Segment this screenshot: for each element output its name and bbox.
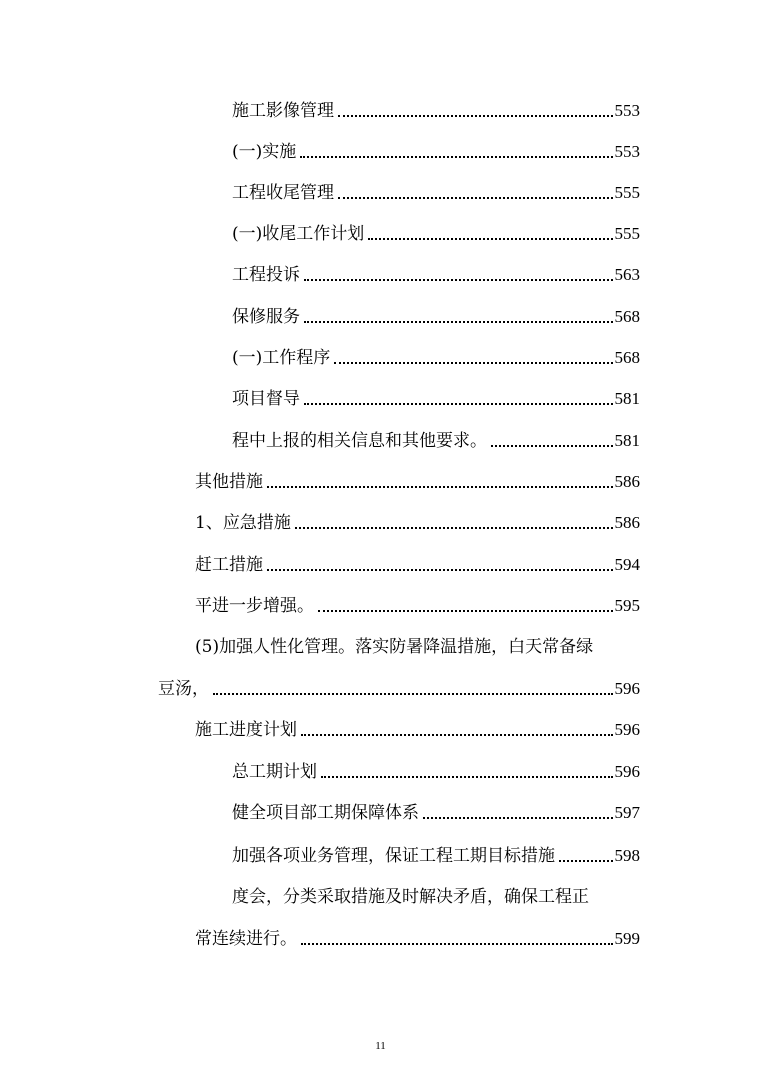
toc-entry-label: 项目督导 bbox=[232, 389, 300, 409]
dot-leader bbox=[300, 156, 612, 158]
toc-entry bbox=[232, 388, 640, 410]
toc-entry-page: 563 bbox=[614, 265, 640, 284]
toc-entry-label: 工程投诉 bbox=[232, 265, 300, 285]
page-number: 11 bbox=[375, 1040, 386, 1052]
toc-entry-label: (一)收尾工作计划 bbox=[232, 224, 365, 244]
toc-entry-wrapped-line: (5)加强人性化管理。落实防暑降温措施，白天常备绿 bbox=[195, 637, 594, 657]
toc-entry-page: 597 bbox=[614, 803, 640, 822]
toc-entry-page: 596 bbox=[614, 762, 640, 781]
toc-entry-page: 586 bbox=[614, 472, 640, 491]
toc-entry bbox=[232, 264, 640, 286]
toc-entry-wrapped-line: 度会，分类采取措施及时解决矛盾，确保工程正 bbox=[232, 887, 589, 907]
toc-entry-page: 596 bbox=[614, 679, 640, 698]
toc-entry bbox=[232, 100, 640, 122]
dot-leader bbox=[301, 734, 613, 736]
toc-entry bbox=[232, 182, 640, 204]
toc-entry-page: 553 bbox=[614, 142, 640, 161]
toc-entry-page: 586 bbox=[614, 513, 640, 532]
dot-leader bbox=[338, 197, 613, 199]
toc-entry bbox=[232, 306, 640, 328]
toc-entry-label: 总工期计划 bbox=[232, 762, 317, 782]
toc-entry bbox=[195, 512, 640, 534]
toc-entry-page: 568 bbox=[614, 307, 640, 326]
dot-leader bbox=[304, 279, 613, 281]
dot-leader bbox=[559, 860, 613, 862]
toc-entry-label: 赶工措施 bbox=[195, 555, 263, 575]
toc-entry bbox=[195, 471, 640, 493]
dot-leader bbox=[304, 403, 613, 405]
toc-entry-label: 1、应急措施 bbox=[195, 513, 291, 533]
toc-entry-label: (一)工作程序 bbox=[232, 348, 331, 368]
dot-leader bbox=[338, 115, 613, 117]
toc-entry-page: 555 bbox=[614, 224, 640, 243]
toc-entry-label: 平进一步增强。 bbox=[195, 596, 314, 616]
toc-entry-page: 581 bbox=[614, 431, 640, 450]
dot-leader bbox=[267, 569, 613, 571]
toc-entry-label: 其他措施 bbox=[195, 472, 263, 492]
toc-entry-page: 581 bbox=[614, 389, 640, 408]
dot-leader bbox=[304, 321, 613, 323]
dot-leader bbox=[321, 776, 613, 778]
dot-leader bbox=[318, 610, 613, 612]
toc-entry-page: 595 bbox=[614, 596, 640, 615]
dot-leader bbox=[334, 362, 612, 364]
dot-leader bbox=[368, 238, 612, 240]
dot-leader bbox=[491, 445, 613, 447]
dot-leader bbox=[295, 527, 613, 529]
toc-entry-page: 599 bbox=[614, 929, 640, 948]
toc-entry bbox=[232, 845, 640, 867]
toc-entry-label: 常连续进行。 bbox=[195, 929, 297, 949]
toc-entry bbox=[195, 719, 640, 741]
toc-entry-label: 健全项目部工期保障体系 bbox=[232, 803, 419, 823]
toc-entry-label: 保修服务 bbox=[232, 307, 300, 327]
toc-entry-page: 568 bbox=[614, 348, 640, 367]
toc-entry bbox=[195, 928, 640, 950]
toc-entry-label: 施工影像管理 bbox=[232, 101, 334, 121]
dot-leader bbox=[301, 943, 613, 945]
toc-entry-label: 加强各项业务管理，保证工程工期目标措施 bbox=[232, 846, 555, 866]
toc-entry bbox=[158, 678, 640, 700]
toc-entry-page: 553 bbox=[614, 101, 640, 120]
toc-entry bbox=[195, 554, 640, 576]
toc-entry-page: 555 bbox=[614, 183, 640, 202]
toc-entry-page: 596 bbox=[614, 720, 640, 739]
dot-leader bbox=[213, 693, 613, 695]
toc-entry bbox=[232, 141, 640, 163]
toc-entry-page: 594 bbox=[614, 555, 640, 574]
toc-entry-label: 豆汤， bbox=[158, 679, 209, 699]
toc-entry bbox=[232, 430, 640, 452]
toc-entry-page: 598 bbox=[614, 846, 640, 865]
toc-entry bbox=[232, 347, 640, 369]
toc-entry-label: 工程收尾管理 bbox=[232, 183, 334, 203]
toc-entry-label: 施工进度计划 bbox=[195, 720, 297, 740]
dot-leader bbox=[267, 486, 613, 488]
toc-entry bbox=[232, 802, 640, 824]
toc-entry-label: (一)实施 bbox=[232, 142, 297, 162]
dot-leader bbox=[423, 817, 613, 819]
toc-entry bbox=[195, 595, 640, 617]
toc-entry bbox=[232, 761, 640, 783]
toc-entry bbox=[232, 223, 640, 245]
toc-entry-label: 程中上报的相关信息和其他要求。 bbox=[232, 431, 487, 451]
